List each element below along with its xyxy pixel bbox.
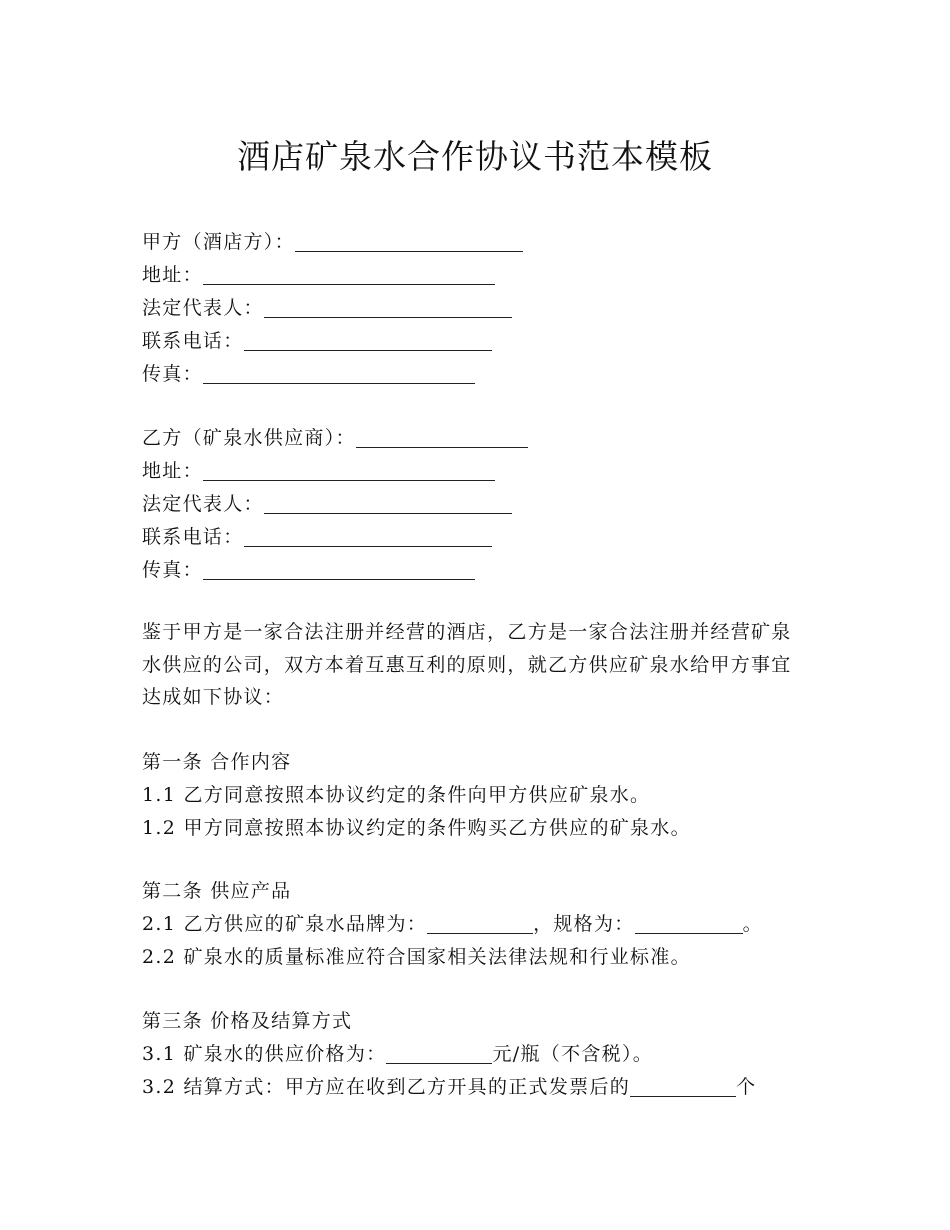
party-b-legal-rep-line [142, 490, 512, 518]
clause-2-2: 2.2 矿泉水的质量标准应符合国家相关法律法规和行业标准。 [142, 946, 691, 968]
party-b-name-line [142, 424, 528, 452]
party-a-label: 甲方（酒店方）： [142, 231, 295, 253]
party-b-phone-blank[interactable] [244, 526, 492, 547]
party-b-address-line [142, 457, 495, 485]
preamble-paragraph: 鉴于甲方是一家合法注册并经营的酒店，乙方是一家合法注册并经营矿泉水供应的公司，双方本着互惠互利的原则，就乙方供应矿泉水给甲方事宜达成如下协议： [142, 621, 792, 708]
party-b-phone-line [142, 523, 492, 551]
spec-blank[interactable] [635, 913, 743, 934]
clause-2-1-middle: ，规格为： [533, 913, 635, 935]
article-3-heading: 第三条 价格及结算方式 [142, 1010, 353, 1032]
document-title: 酒店矿泉水合作协议书范本模板 [237, 137, 713, 176]
party-a-address-line [142, 261, 495, 289]
party-a-legal-rep-blank[interactable] [264, 297, 512, 318]
party-b-fax-line [142, 556, 475, 584]
party-a-address-label: 地址： [142, 264, 203, 286]
article-2-heading: 第二条 供应产品 [142, 880, 292, 902]
clause-2-1-prefix: 2.1 乙方供应的矿泉水品牌为： [142, 913, 428, 935]
party-b-legal-rep-blank[interactable] [264, 493, 512, 514]
party-b-fax-label: 传真： [142, 559, 203, 581]
party-a-phone-label: 联系电话： [142, 330, 244, 352]
party-b-phone-label: 联系电话： [142, 526, 244, 548]
party-a-legal-rep-line [142, 294, 512, 322]
party-a-phone-blank[interactable] [244, 330, 492, 351]
clause-3-1-suffix: 元/瓶（不含税）。 [492, 1043, 654, 1065]
brand-blank[interactable] [427, 913, 533, 934]
clause-2-1-suffix: 。 [742, 913, 763, 935]
article-1-heading: 第一条 合作内容 [142, 751, 292, 773]
party-b-address-label: 地址： [142, 460, 203, 482]
party-a-fax-blank[interactable] [203, 363, 475, 384]
party-a-address-blank[interactable] [203, 264, 495, 285]
party-a-phone-line [142, 327, 492, 355]
price-blank[interactable] [386, 1043, 492, 1064]
party-a-name-blank[interactable] [295, 231, 523, 252]
clause-3-1 [142, 1040, 653, 1068]
party-b-fax-blank[interactable] [203, 559, 475, 580]
party-b-name-blank[interactable] [356, 427, 528, 448]
clause-1-2: 1.2 甲方同意按照本协议约定的条件购买乙方供应的矿泉水。 [142, 817, 691, 839]
payment-days-blank[interactable] [630, 1076, 736, 1097]
clause-3-2 [142, 1073, 756, 1101]
party-a-fax-line [142, 360, 475, 388]
party-a-fax-label: 传真： [142, 363, 203, 385]
clause-1-1: 1.1 乙方同意按照本协议约定的条件向甲方供应矿泉水。 [142, 784, 651, 806]
party-a-name-line [142, 228, 523, 256]
party-b-address-blank[interactable] [203, 460, 495, 481]
party-a-legal-rep-label: 法定代表人： [142, 297, 264, 319]
party-b-label: 乙方（矿泉水供应商）： [142, 427, 356, 449]
party-b-legal-rep-label: 法定代表人： [142, 493, 264, 515]
clause-3-2-suffix: 个 [736, 1076, 757, 1098]
clause-3-2-prefix: 3.2 结算方式：甲方应在收到乙方开具的正式发票后的 [142, 1076, 631, 1098]
clause-3-1-prefix: 3.1 矿泉水的供应价格为： [142, 1043, 387, 1065]
clause-2-1 [142, 910, 763, 938]
